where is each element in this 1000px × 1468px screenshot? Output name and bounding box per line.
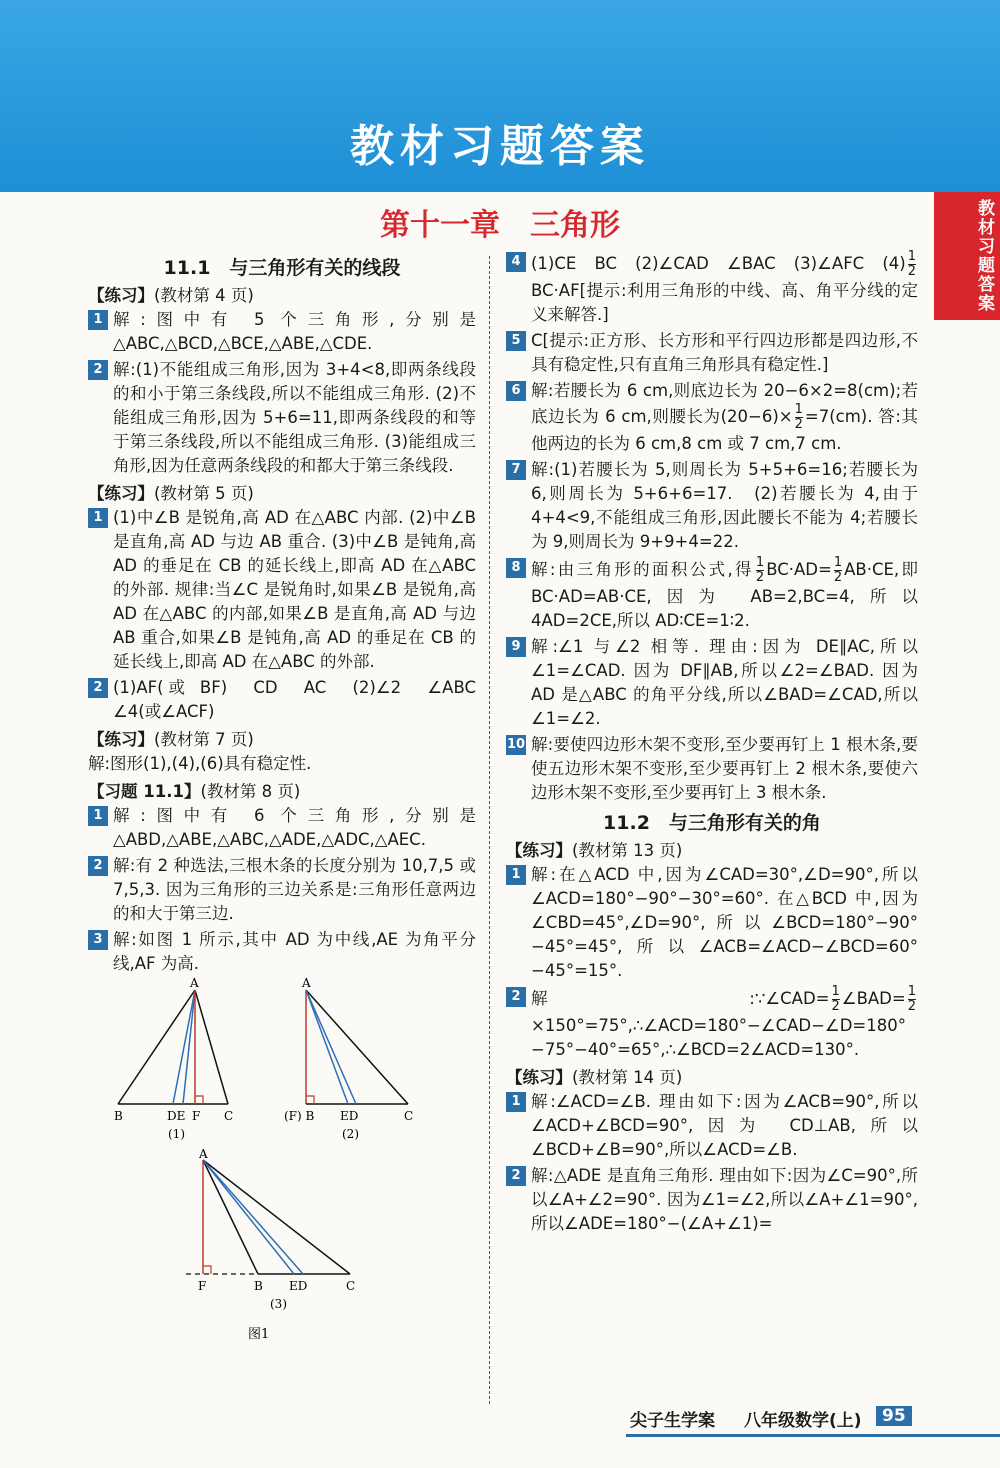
question-number: 2: [506, 987, 526, 1007]
column-divider: [489, 256, 490, 1404]
question-number: 2: [88, 360, 108, 380]
practice-header: [88, 482, 476, 506]
practice-page: (教材第 7 页): [154, 730, 254, 749]
question: [506, 733, 918, 805]
question-text: (1)AF(或 BF) CD AC (2)∠2 ∠ABC ∠4(或∠ACF): [113, 678, 493, 721]
figure-1-2: [284, 978, 413, 1141]
denominator: 2: [833, 570, 843, 585]
question-text-part: 解:若腰长为 6 cm,则底边长为 20−6×2=8(cm);若底边长为 6 cm,则腰长为(20−6)×: [531, 381, 918, 426]
practice-header: [88, 728, 476, 752]
practice-page: (教材第 13 页): [572, 841, 683, 860]
question-text: 解:(1)若腰长为 5,则周长为 5+5+6=16;若腰长为 6,则周长为 5+6+6=17. (2)若腰长为 4,由于 4+4<9,不能组成三角形,因此腰长不能为 4;若腰长为 9,则周长为 9+9+4=22.: [531, 460, 918, 551]
fig2-label-c: C: [404, 1109, 414, 1123]
edge-ab: [203, 1160, 258, 1274]
footer-brand: 尖子生学案: [630, 1411, 715, 1431]
numerator: 1: [794, 402, 803, 417]
median-ad: [203, 1160, 303, 1274]
denominator: 2: [755, 570, 765, 585]
question: [506, 863, 918, 983]
practice-page: (教材第 8 页): [200, 782, 301, 801]
question-text-tail: BC·AF[提示:利用三角形的中线、高、角平分线的定义来解答.]: [531, 281, 918, 324]
question-text: [531, 556, 918, 633]
fig3-label-ed: ED: [289, 1279, 308, 1293]
question-text: 解:图中有 6 个三角形,分别是△ABD,△ABE,△ABC,△ADE,△ADC,△AEC.: [113, 806, 476, 849]
numerator: 1: [907, 249, 916, 264]
right-angle-mark: [306, 1096, 314, 1104]
question: [506, 250, 918, 327]
question-number: 4: [506, 252, 526, 272]
header-banner: [0, 0, 1000, 192]
right-angle-mark: [195, 1096, 203, 1104]
practice-label: 【练习】: [88, 730, 154, 749]
side-tab: 教材习题答案: [934, 192, 1000, 320]
question: [506, 458, 918, 554]
practice-header: [88, 284, 476, 308]
question-text: 解:有 2 种选法,三根木条的长度分别为 10,7,5 或 7,5,3. 因为三角形的三边关系是:三角形任意两边的和大于第三边.: [113, 856, 476, 923]
figure-1-3: [186, 1147, 355, 1311]
question: [506, 329, 918, 377]
fraction: [834, 556, 842, 585]
question-number: 3: [88, 930, 108, 950]
question: [506, 1164, 918, 1236]
practice-page: (教材第 14 页): [572, 1068, 683, 1087]
question-text-tail: AB·CE,即 BC·AD=AB·CE,因为 AB=2,BC=4,所以 4AD=2CE,所以 AD∶CE=1∶2.: [531, 560, 918, 630]
fig1-label-c: C: [224, 1109, 234, 1123]
fig1-label-de: DE: [167, 1109, 186, 1123]
question-text: 解:∠ACD=∠B. 理由如下:因为∠ACB=90°,所以∠ACD+∠BCD=90°,因为 CD⊥AB,所以∠BCD+∠B=90°,所以∠ACD=∠B.: [531, 1092, 918, 1159]
question-number: 1: [88, 806, 108, 826]
question-number: 8: [506, 558, 526, 578]
edge-ac: [306, 990, 408, 1104]
fraction: [795, 403, 803, 432]
question-text: (1)中∠B 是锐角,高 AD 在△ABC 内部. (2)中∠B 是直角,高 AD 与边 AB 重合. (3)中∠B 是钝角,高 AD 的垂足在 CB 的延长线上,即高 AD 在△ABC 的外部. 规律:当∠C 是锐角时,如果∠B 是锐角,高 AD 在△ABC 的内部,如果∠B 是直角,高 AD 与边 AB 重合,如果∠B 是钝角,高 AD 的垂足在 CB 的延长线上,即高 AD 在△ABC 的外部.: [113, 508, 476, 671]
question-text: [531, 985, 918, 1062]
question-number: 10: [506, 735, 526, 755]
practice-label: 【习题 11.1】: [88, 782, 201, 801]
question-number: 1: [506, 865, 526, 885]
question-text-tail: ×150°=75°,∴∠ACD=180°−∠CAD−∠D=180°−75°−40°=65°,∴∠BCD=2∠ACD=130°.: [531, 1016, 906, 1059]
bisector-ae: [203, 1160, 294, 1274]
fraction: [908, 985, 916, 1014]
question-number: 2: [506, 1166, 526, 1186]
practice-label: 【练习】: [88, 484, 154, 503]
practice-header: [506, 839, 918, 863]
question-text: 解:图中有 5 个三角形,分别是△ABC,△BCD,△BCE,△ABE,△CDE.: [113, 310, 476, 353]
question-number: 9: [506, 637, 526, 657]
question-text: 解:在△ACD 中,因为∠CAD=30°,∠D=90°,所以∠ACD=180°−90°−30°=60°. 在△BCD 中,因为∠CBD=45°,∠D=90°,所以∠BCD=180°−90°−45°=45°,所以∠ACB=∠ACD−∠BCD=60°−45°=15°.: [531, 865, 918, 980]
practice-header: [88, 780, 476, 804]
question-text: 解:△ADE 是直角三角形. 理由如下:因为∠C=90°,所以∠A+∠2=90°. 因为∠1=∠2,所以∠A+∠1=90°,所以∠ADE=180°−(∠A+∠1)=: [531, 1166, 918, 1233]
question: [88, 804, 476, 852]
right-angle-mark: [203, 1266, 211, 1274]
fig2-caption: (2): [342, 1127, 359, 1141]
practice-header: [506, 1066, 918, 1090]
practice-label: 【练习】: [506, 841, 572, 860]
question-text-tail: =7(cm). 答:其他两边的长为 6 cm,8 cm 或 7 cm,7 cm.: [531, 407, 918, 453]
question-text-part: 解:由三角形的面积公式,得: [531, 560, 754, 579]
practice-page: (教材第 4 页): [154, 286, 254, 305]
numerator: 1: [907, 984, 916, 999]
question: [506, 556, 918, 633]
numerator: 1: [755, 555, 765, 570]
fraction: [756, 556, 764, 585]
question-number: 5: [506, 331, 526, 351]
question-text: 解:(1)不能组成三角形,因为 3+4<8,即两条线段的和小于第三条线段,所以不能组成三角形. (2)不能组成三角形,因为 5+6=11,即两条线段的和等于第三条线段,所以不能组成三角形. (3)能组成三角形,因为任意两条线段的和都大于第三条线段.: [113, 360, 476, 475]
fig3-caption: (3): [270, 1297, 287, 1311]
fig3-label-a: A: [199, 1147, 208, 1161]
question-text-part: (1)CE BC (2)∠CAD ∠BAC (3)∠AFC (4): [531, 254, 906, 273]
denominator: 2: [907, 264, 916, 279]
fig1-label-b: B: [114, 1109, 123, 1123]
right-column: [506, 250, 918, 1238]
question-number: 1: [88, 310, 108, 330]
fig1-caption: (1): [168, 1127, 185, 1141]
question-text: 解:如图 1 所示,其中 AD 为中线,AE 为角平分线,AF 为高.: [113, 930, 476, 973]
question: [88, 676, 493, 724]
bisector-ae: [306, 990, 348, 1104]
question-text-part: 解:∵∠CAD=: [531, 989, 830, 1008]
practice-label: 【练习】: [88, 286, 154, 305]
fig2-label-fb: (F) B: [284, 1109, 315, 1123]
figure-1: [88, 978, 476, 1348]
section-title: 11.1 与三角形有关的线段: [163, 257, 401, 279]
question: [506, 985, 918, 1062]
question-text: 解:∠1 与∠2 相等. 理由:因为 DE∥AC,所以∠1=∠CAD. 因为 DF∥AB,所以∠2=∠BAD. 因为 AD 是△ABC 的角平分线,所以∠BAD=∠CAD,所以∠1=∠2.: [531, 637, 918, 728]
footer-grade: 八年级数学(上): [744, 1411, 862, 1431]
fraction: [908, 250, 916, 279]
median-ad: [306, 990, 356, 1104]
footer-bar: [626, 1434, 1000, 1437]
fig1-label-a: A: [190, 978, 199, 990]
question: [88, 506, 476, 674]
question-number: 2: [88, 856, 108, 876]
fig3-label-f: F: [198, 1279, 207, 1293]
fig2-label-ed: ED: [340, 1109, 359, 1123]
chapter-title: 第十一章 三角形: [380, 208, 620, 243]
left-column: [88, 250, 493, 1348]
fraction: [832, 985, 840, 1014]
denominator: 2: [794, 417, 803, 432]
practice-page: (教材第 5 页): [154, 484, 254, 503]
bisector-ae: [183, 990, 195, 1104]
question: [88, 854, 476, 926]
question-number: 1: [506, 1092, 526, 1112]
page-title: 教材习题答案: [350, 121, 650, 172]
question-text-mid: ∠BAD=: [841, 989, 906, 1008]
question-text-mid: BC·AD=: [766, 560, 832, 579]
edge-ac: [203, 1160, 350, 1274]
denominator: 2: [907, 999, 916, 1014]
fig3-label-b: B: [254, 1279, 263, 1293]
denominator: 2: [831, 999, 840, 1014]
question-number: 6: [506, 381, 526, 401]
fig2-label-a: A: [302, 978, 311, 990]
question-number: 1: [88, 508, 108, 528]
page-number: 95: [876, 1406, 912, 1426]
question-number: 7: [506, 460, 526, 480]
question: [506, 1090, 918, 1162]
answer-text: 解:图形(1),(4),(6)具有稳定性.: [88, 754, 312, 773]
figure-1-1: [114, 978, 233, 1141]
figure-caption: 图1: [248, 1327, 270, 1342]
question-text: C[提示:正方形、长方形和平行四边形都是四边形,不具有稳定性,只有直角三角形具有稳定性.]: [531, 331, 918, 374]
question: [88, 928, 476, 976]
question: [506, 635, 918, 731]
section-title: 11.2 与三角形有关的角: [603, 812, 821, 834]
numerator: 1: [831, 984, 840, 999]
triangle-figures: [88, 978, 476, 1348]
fig1-label-f: F: [192, 1109, 201, 1123]
numerator: 1: [833, 555, 843, 570]
page-footer: [626, 1406, 1000, 1440]
question: [506, 379, 918, 456]
question-number: 2: [88, 678, 108, 698]
practice-label: 【练习】: [506, 1068, 572, 1087]
fig3-label-c: C: [346, 1279, 356, 1293]
question: [88, 358, 476, 478]
question-text: [531, 250, 918, 327]
edge-ac: [195, 990, 228, 1104]
question-text: 解:要使四边形木架不变形,至少要再钉上 1 根木条,要使五边形木架不变形,至少要再钉上 2 根木条,要使六边形木架不变形,至少要再钉上 3 根木条.: [531, 735, 918, 802]
question-text: [531, 379, 918, 456]
question: [88, 308, 476, 356]
